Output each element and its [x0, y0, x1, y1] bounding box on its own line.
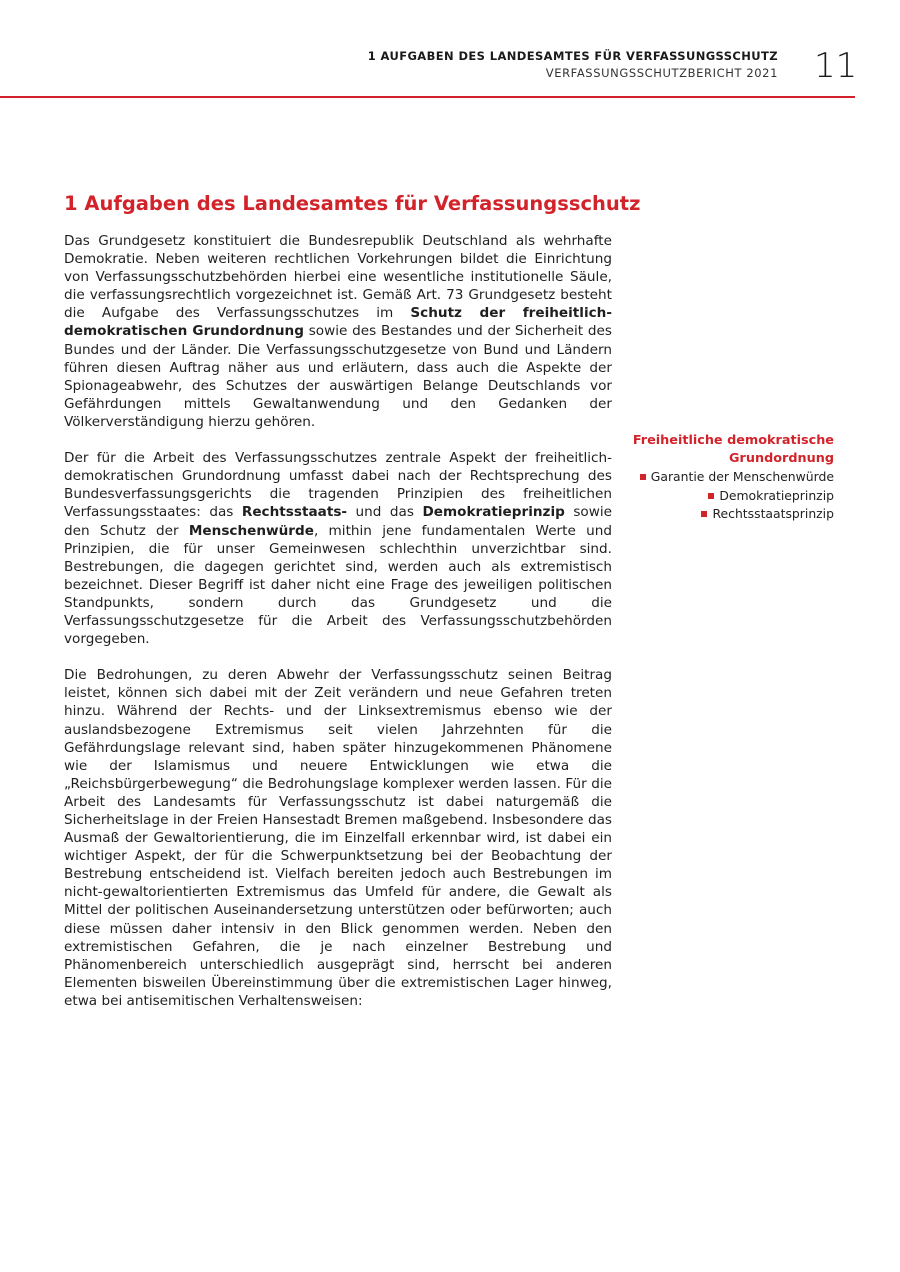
margin-note: [604, 432, 834, 523]
margin-note-list: [604, 468, 834, 523]
margin-note-title: Freiheitliche demokratische Grundordnung: [632, 433, 834, 467]
square-bullet-icon: [708, 493, 714, 499]
square-bullet-icon: [640, 474, 646, 480]
margin-note-item: Rechtsstaatsprinzip: [604, 505, 834, 523]
running-header-report: VERFASSUNGSSCHUTZBERICHT 2021: [545, 66, 778, 80]
paragraph-3: Die Bedrohungen, zu deren Abwehr der Verfassungsschutz seinen Beitrag leistet, können sich dabei mit der Zeit verändern und neue Gefahren treten hinzu. Während der Rechts- und der Linksextremismus ebenso wie der auslandsbezogene Extremismus seit vielen Jahrzehnten für die Gefährdungslage relevant sind, haben später hinzugekommenen Phänomene wie der Islamismus und neuere Entwicklungen wie etwa die „Reichsbürgerbewegung“ die Bedrohungslage komplexer werden lassen. Für die Arbeit des Landesamts für Verfassungsschutz ist dabei naturgemäß die Sicherheitslage in der Freien Hansestadt Bremen maßgebend. Insbesondere das Ausmaß der Gewaltorientierung, die im Einzelfall erkennbar wird, ist dabei ein wichtiger Aspekt, der für die Schwerpunktsetzung bei der Beobachtung der Bestrebung entscheidend ist. Vielfach bereiten jedoch auch Bestrebungen im nicht-gewaltorientierten Extremismus das Umfeld für andere, die Gewalt als Mittel der politischen Auseinandersetzung unterstützen oder befürworten; auch diese müssen daher intensiv in den Blick genommen werden. Neben den extremistischen Gefahren, die je nach einzelner Bestrebung und Phänomenbereich unterschiedlich ausgeprägt sind, herrscht bei anderen Elementen bisweilen Übereinstimmung über die extremistischen Lager hinweg, etwa bei antisemitischen Verhaltensweisen:: [64, 667, 612, 1009]
emphasis-schutz-fdgo: Schutz der freiheitlich-demokratischen Grundordnung: [64, 305, 612, 340]
running-header: [368, 48, 778, 82]
paragraph-1: Das Grundgesetz konstituiert die Bundesrepublik Deutschland als wehrhafte Demokratie. Neben weiteren rechtlichen Vorkehrungen bildet die Einrichtung von Verfassungsschutzbehörden hierbei eine wesentliche institutionelle Säule, die verfassungsrechtlich vorgezeichnet ist. Gemäß Art. 73 Grundgesetz besteht die Aufgabe des Verfassungsschutzes im Schutz der freiheitlich-demokratischen Grundordnung sowie des Bestandes und der Sicherheit des Bundes und der Länder. Die Verfassungsschutzgesetze von Bund und Ländern führen diesen Auftrag näher aus und erläutern, dass auch die Aspekte der Spionageabwehr, des Schutzes der auswärtigen Belange Deutschlands vor Gefährdungen mittels Gewaltanwendung und den Gedanken der Völkerverständigung hierzu gehören.: [64, 233, 612, 430]
body-text: [64, 232, 612, 1028]
margin-note-item: Garantie der Menschenwürde: [604, 468, 834, 486]
section-heading: 1 Aufgaben des Landesamtes für Verfassungsschutz: [64, 192, 641, 215]
header-divider: [0, 96, 855, 98]
emphasis-menschenwuerde: Menschenwürde: [188, 522, 314, 539]
running-header-chapter: 1 AUFGABEN DES LANDESAMTES FÜR VERFASSUNGSSCHUTZ: [367, 49, 778, 63]
margin-note-item: Demokratieprinzip: [604, 487, 834, 505]
square-bullet-icon: [701, 511, 707, 517]
page-number: 11: [814, 46, 858, 86]
paragraph-2: Der für die Arbeit des Verfassungsschutzes zentrale Aspekt der freiheitlich-demokratischen Grundordnung umfasst dabei nach der Rechtsprechung des Bundesverfassungsgerichts die tragenden Prinzipien des freiheitlichen Verfassungsstaates: das Rechtsstaats- und das Demokratieprinzip sowie den Schutz der Menschenwürde, mithin jene fundamentalen Werte und Prinzipien, die für unser Gemeinwesen schlechthin unverzichtbar sind. Bestrebungen, die dagegen gerichtet sind, werden auch als extremistisch bezeichnet. Dieser Begriff ist daher nicht eine Frage des jeweiligen politischen Standpunkts, sondern durch das Grundgesetz und die Verfassungsschutzgesetze für die Arbeit des Verfassungsschutzbehörden vorgegeben.: [64, 450, 612, 648]
emphasis-demokratieprinzip: Demokratieprinzip: [422, 504, 565, 521]
emphasis-rechtsstaats: Rechtsstaats-: [241, 504, 348, 521]
